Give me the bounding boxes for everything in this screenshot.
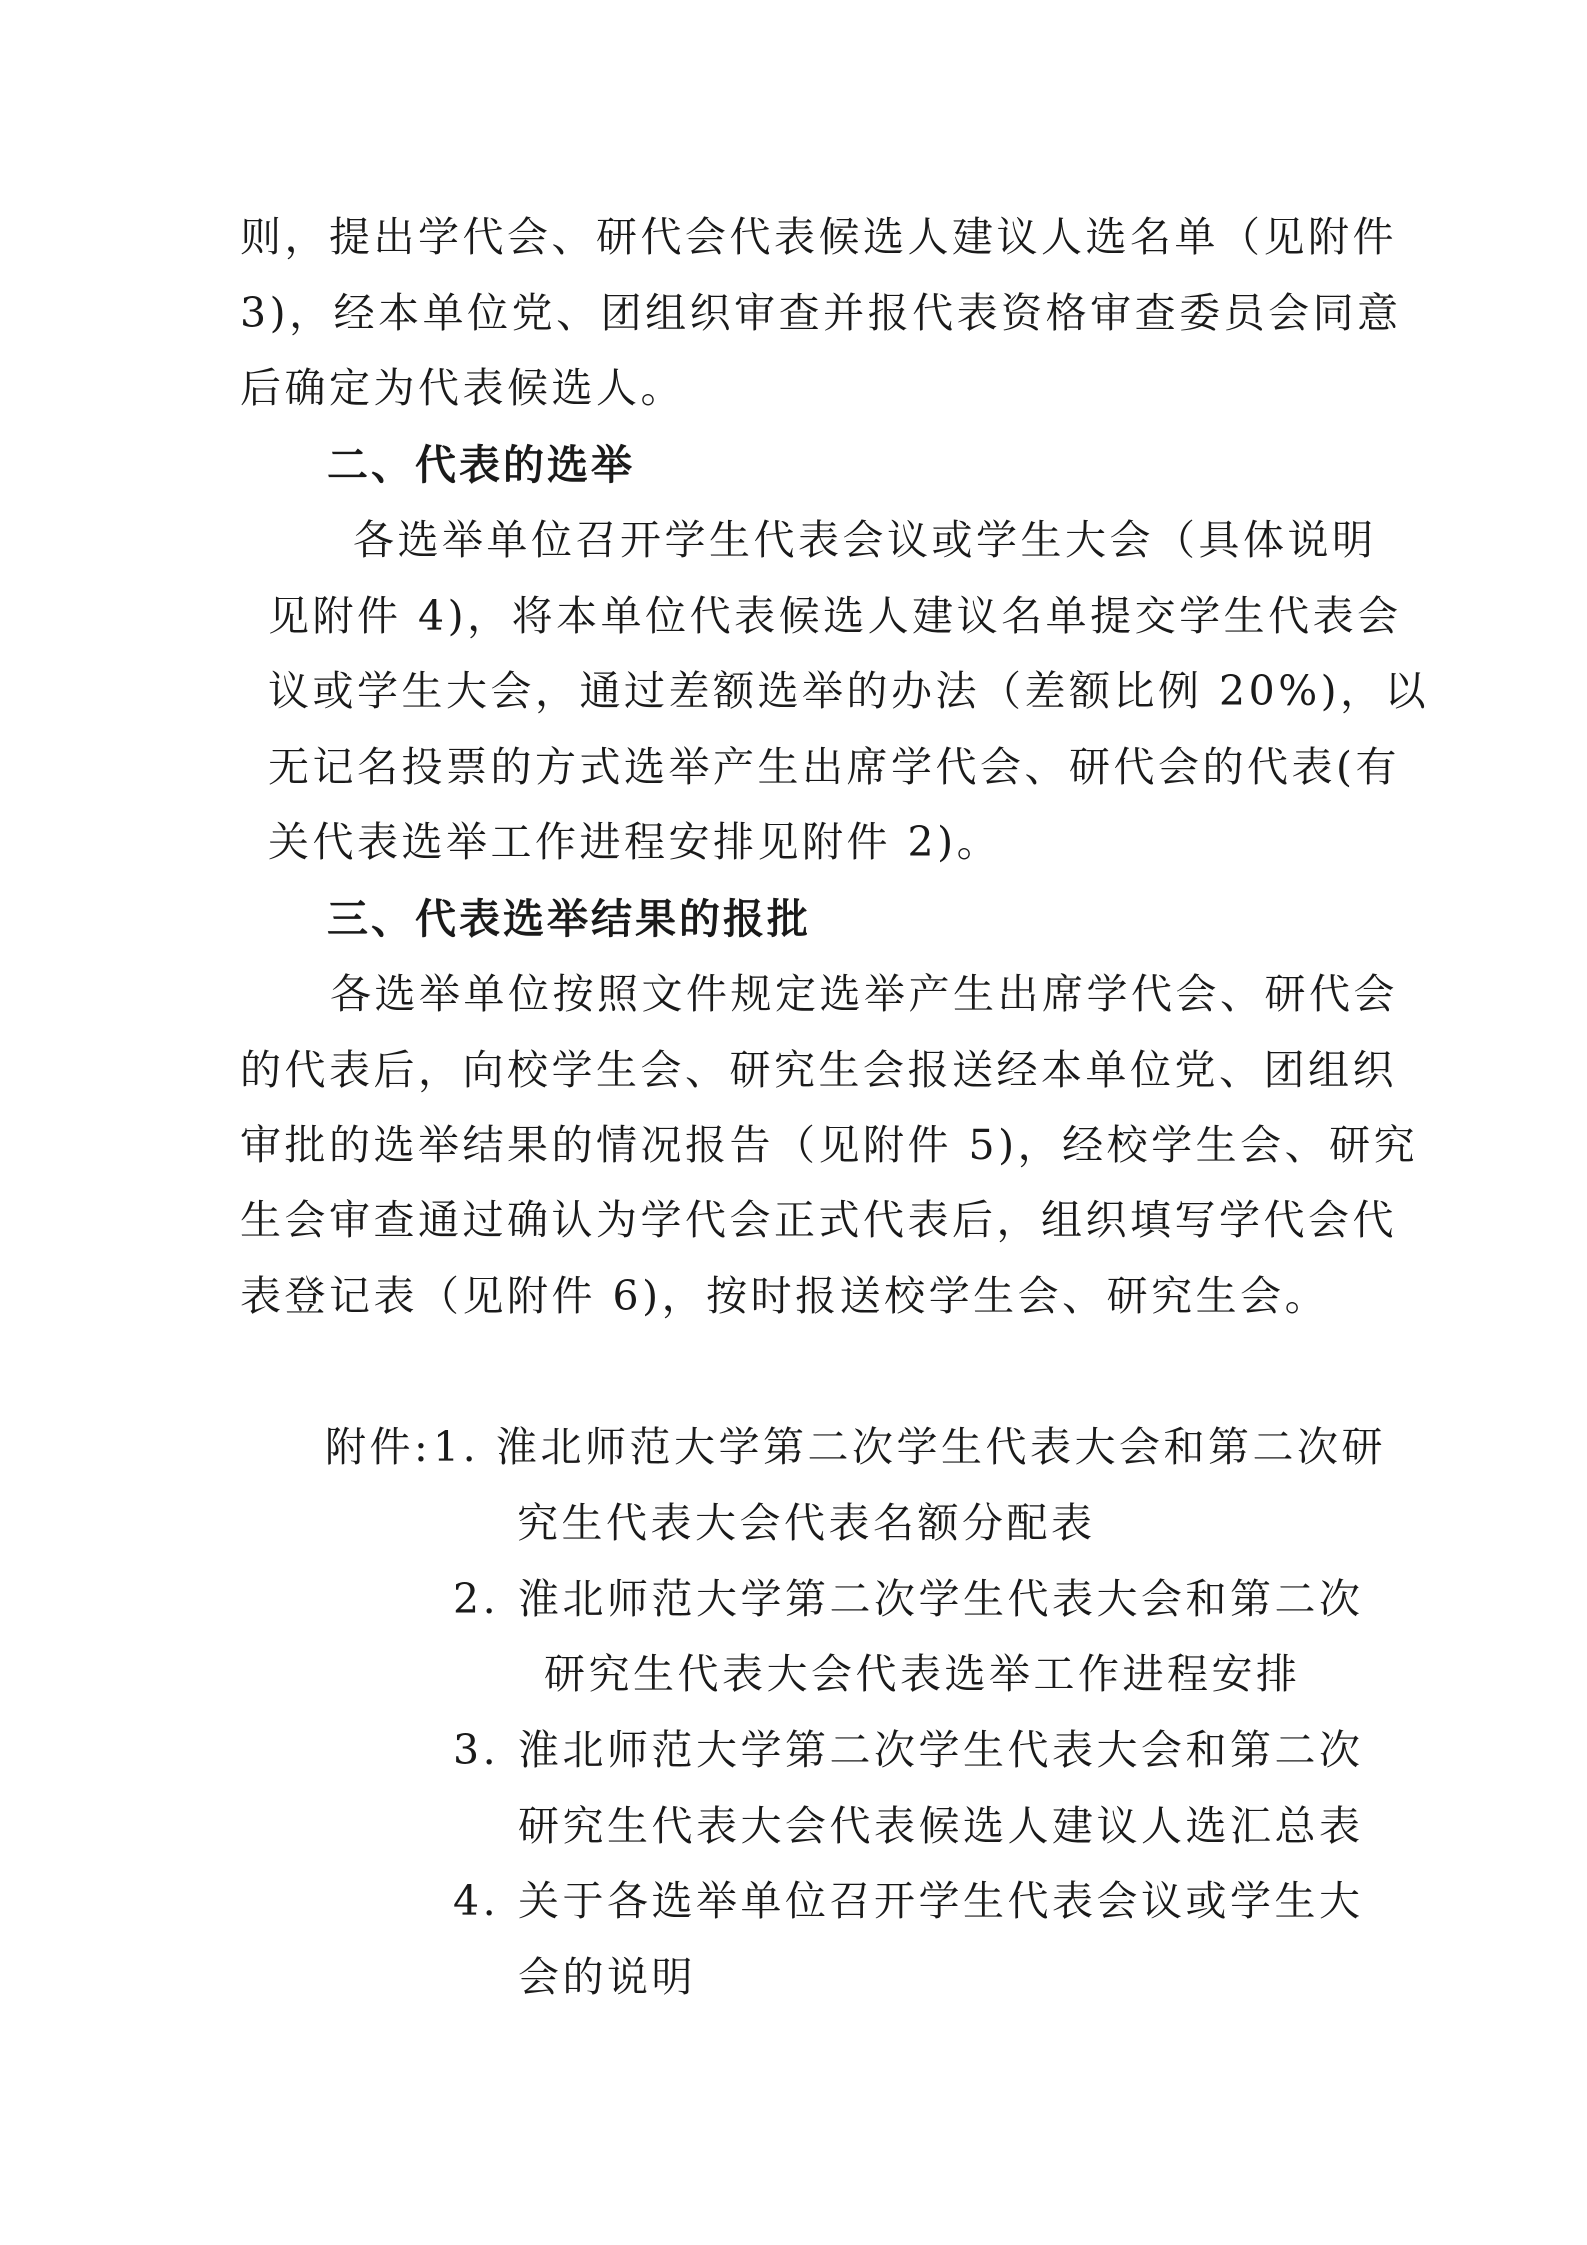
section-3-heading: 三、代表选举结果的报批 — [327, 895, 811, 943]
section-2-line-2: 见附件 4)，将本单位代表候选人建议名单提交学生代表会 — [268, 592, 1402, 640]
attachment-3-number: 3. — [453, 1726, 500, 1774]
attachments-label: 附件: — [325, 1423, 432, 1471]
section-3-line-3: 审批的选举结果的情况报告（见附件 5)，经校学生会、研究 — [240, 1121, 1419, 1169]
attachment-2-number: 2. — [453, 1575, 500, 1623]
section-2-line-3: 议或学生大会，通过差额选举的办法（差额比例 20%)，以 — [268, 667, 1430, 715]
attachment-1-line-1: 淮北师范大学第二次学生代表大会和第二次研 — [496, 1423, 1386, 1471]
attachment-2-line-2: 研究生代表大会代表选举工作进程安排 — [544, 1650, 1301, 1698]
section-2-line-5: 关代表选举工作进程安排见附件 2)。 — [268, 818, 1002, 866]
attachment-4-line-2: 会的说明 — [518, 1953, 696, 2001]
section-2-line-4: 无记名投票的方式选举产生出席学代会、研代会的代表(有 — [268, 743, 1400, 791]
section-2-heading: 二、代表的选举 — [327, 441, 635, 489]
attachment-1-number: 1. — [433, 1423, 480, 1471]
section-2-line-1: 各选举单位召开学生代表会议或学生大会（具体说明 — [353, 516, 1377, 564]
attachment-1-line-2: 究生代表大会代表名额分配表 — [517, 1499, 1096, 1547]
attachment-3-line-2: 研究生代表大会代表候选人建议人选汇总表 — [518, 1802, 1364, 1850]
section-3-line-4: 生会审查通过确认为学代会正式代表后，组织填写学代会代 — [240, 1196, 1397, 1244]
attachment-4-line-1: 关于各选举单位召开学生代表会议或学生大 — [518, 1877, 1364, 1925]
paragraph-1-line-1: 则，提出学代会、研代会代表候选人建议人选名单（见附件 — [240, 213, 1397, 261]
attachment-2-line-1: 淮北师范大学第二次学生代表大会和第二次 — [518, 1575, 1364, 1623]
attachment-3-line-1: 淮北师范大学第二次学生代表大会和第二次 — [518, 1726, 1364, 1774]
attachment-4-number: 4. — [453, 1877, 500, 1925]
paragraph-1-line-2: 3)，经本单位党、团组织审查并报代表资格审查委员会同意 — [240, 289, 1402, 337]
section-3-line-1: 各选举单位按照文件规定选举产生出席学代会、研代会 — [330, 970, 1398, 1018]
paragraph-1-line-3: 后确定为代表候选人。 — [240, 364, 685, 412]
section-3-line-5: 表登记表（见附件 6)，按时报送校学生会、研究生会。 — [240, 1272, 1330, 1320]
section-3-line-2: 的代表后，向校学生会、研究生会报送经本单位党、团组织 — [240, 1046, 1397, 1094]
